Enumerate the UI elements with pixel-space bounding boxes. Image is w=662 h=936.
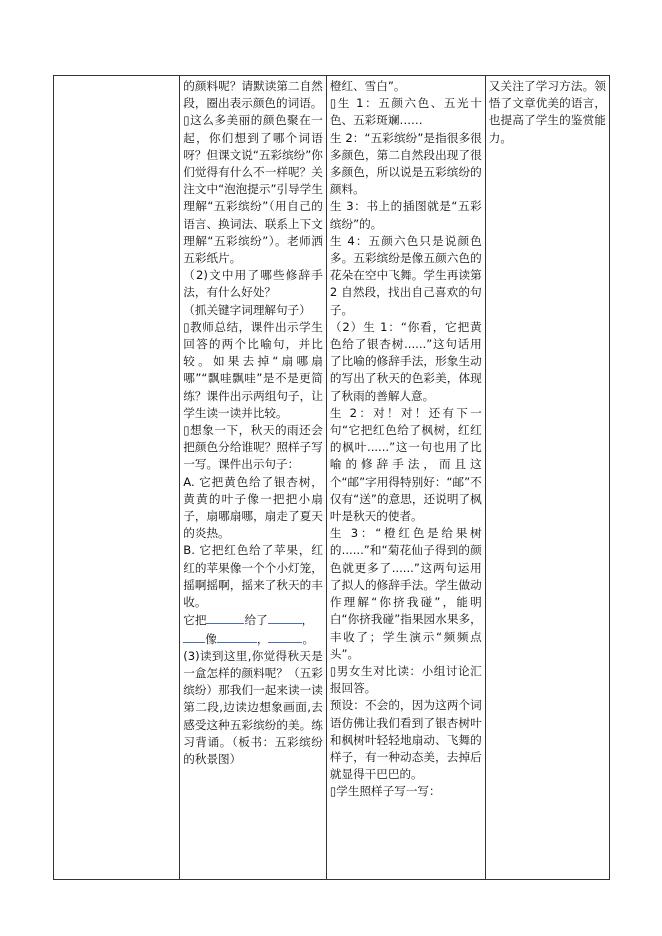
fill-in-line-2 (183, 630, 323, 648)
paragraph: ▯教师总结，课件出示学生回答的两个比喻句，并比较。如果去掉“扇哪扇哪”“飘哇飘哇”是不是更简练？课件出示两组句子，让学生读一读并比较。 (183, 319, 323, 420)
paragraph: B. 它把红色给了苹果，红红的苹果像一个个小灯笼，摇啊摇啊，摇来了秋天的丰收。 (183, 543, 323, 610)
fill-in-line-1 (183, 611, 323, 629)
fill-text: ， (301, 613, 314, 628)
cell-column-1 (54, 76, 180, 880)
fill-text: 。 (302, 631, 315, 646)
paragraph: 生 4：五颜六色只是说颜色多。五彩缤纷是像五颜六色的花朵在空中飞舞。学生再读第 2 自然段，找出自己喜欢的句子。 (329, 233, 482, 317)
paragraph: 生 3：“橙红色是给果树的......”和“菊花仙子得到的颜色就更多了......”这两句运用了拟人的修辞手法。学生做动作理解“你挤我碰”，能明白“你挤我碰”指果园水果多，丰收了；学生演示“频频点头”。 (329, 526, 482, 661)
paragraph: （2）生 1：“你看，它把黄色给了银杏树......”这句话用了比喻的修辞手法，形象生动的写出了秋天的色彩美，体现了秋雨的善解人意。 (329, 319, 482, 403)
paragraph: 生 2：“五彩缤纷”是指很多很多颜色，第二自然段出现了很多颜色，所以说是五彩缤纷的颜料。 (329, 130, 482, 197)
paragraph: （抓关键字词理解句子） (183, 302, 311, 317)
paragraph: ▯生 1：五颜六色、五光十色、五彩斑斓…… (329, 96, 482, 128)
paragraph: (3)读到这里,你觉得秋天是一盒怎样的颜料呢？（五彩缤纷）那我们一起来读一读第二段,边读边想象画面,去感受这种五彩缤纷的美。练习背诵。（板书：五彩缤纷的秋景图） (183, 648, 323, 766)
paragraph: ▯想象一下，秋天的雨还会把颜色分给谁呢？照样子写一写。课件出示句子： (183, 423, 323, 472)
fill-text: 像 (205, 631, 217, 646)
fill-text: ， (256, 631, 269, 646)
paragraph: ▯这么多美丽的颜色聚在一起，你们想到了哪个词语呀？但课文说“五彩缤纷”你们觉得有什么不一样呢？关注文中“泡泡提示”引导学生理解“五彩缤纷”（用自己的语言、换词法、联系上下文理解“五彩缤纷”）。老师洒五彩纸片。 (183, 113, 323, 266)
cell-design-intent (485, 76, 609, 880)
fill-blank (206, 611, 244, 624)
cell-teacher-activity (180, 76, 327, 880)
fill-blank (217, 630, 257, 643)
paragraph: 橙红、雪白”。 (329, 79, 406, 93)
paragraph: ▯男女生对比读：小组讨论汇报回答。 (329, 663, 482, 696)
fill-blank (268, 630, 302, 643)
fill-blank (183, 630, 205, 643)
paragraph: 又关注了学习方法。领悟了文章优美的语言，也提高了学生的鉴赏能力。 (488, 79, 606, 145)
paragraph: 生 2：对！对！还有下一句“它把红色给了枫树，红红的枫叶......”这一句也用了比喻的修辞手法，而且这个“邮”字用得特别好：“邮”不仅有“送”的意思，还说明了枫叶是秋天的使者。 (329, 405, 482, 524)
fill-blank (268, 611, 302, 624)
cell-student-activity (326, 76, 485, 880)
paragraph: ▯学生照样子写一写： (329, 784, 441, 799)
fill-text: 它把 (183, 613, 207, 628)
paragraph: 生 3：书上的插图就是“五彩缤纷”的。 (329, 199, 482, 231)
paragraph: A. 它把黄色给了银杏树，黄黄的叶子像一把把小扇子，扇哪扇哪，扇走了夏天的炎热。 (183, 474, 323, 541)
paragraph: 的颜料呢？请默读第二自然段，圈出表示颜色的词语。 (183, 79, 323, 111)
fill-text: 给了 (244, 613, 268, 628)
table-row (54, 76, 610, 880)
paragraph: 预设：不会的，因为这两个词语仿佛让我们看到了银杏树叶和枫树叶轻轻地扇动、飞舞的样子，有一种动态美，去掉后就显得干巴巴的。 (329, 698, 482, 782)
paragraph: （2)文中用了哪些修辞手法，有什么好处？ (183, 268, 323, 300)
lesson-plan-table (53, 75, 610, 880)
